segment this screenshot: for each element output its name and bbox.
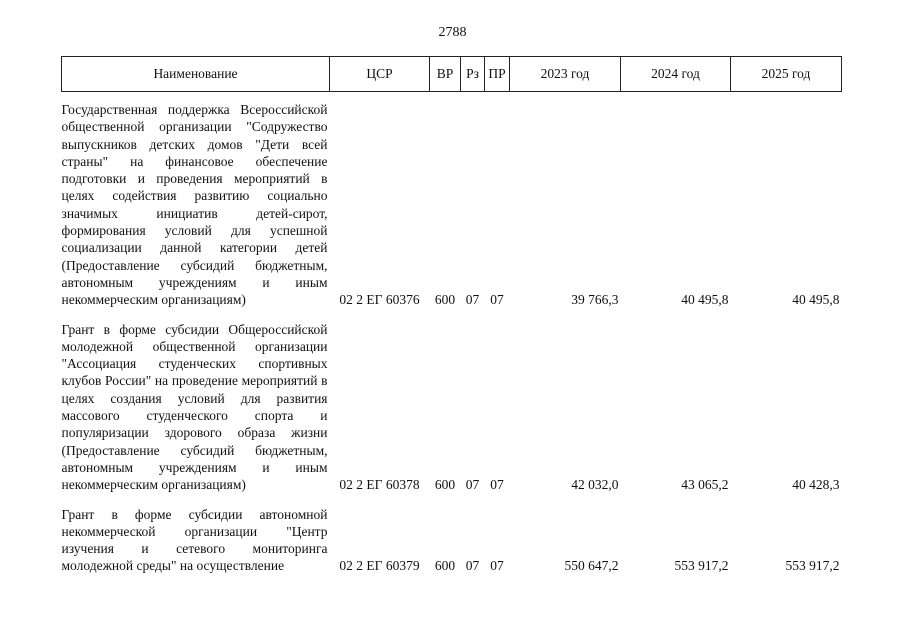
row-csr: 02 2 ЕГ 60376 — [339, 292, 420, 308]
row-2025: 553 917,2 — [785, 558, 840, 574]
row-2024: 553 917,2 — [674, 558, 729, 574]
row-2024: 40 495,8 — [681, 292, 729, 308]
header-2023: 2023 год — [510, 57, 621, 92]
row-vr: 600 — [434, 477, 456, 493]
row-name: Грант в форме субсидии Общероссийской молодежной общественной организации "Ассоциация студенческих спортивных клубов России" на проведение мероприятий в целях создания условий для развития массового студенческого спорта и популяризации здорового образа жизни (Предоставление субсидий бюджетным, автономным учреждениям и иным некоммерческим организациям) — [61, 321, 328, 493]
row-2024: 43 065,2 — [681, 477, 729, 493]
row-rz: 07 — [465, 477, 480, 493]
budget-table — [61, 56, 842, 587]
header-csr: ЦСР — [330, 57, 430, 92]
row-csr: 02 2 ЕГ 60378 — [339, 477, 420, 493]
table-row — [62, 506, 842, 587]
header-vr: ВР — [430, 57, 461, 92]
header-2025: 2025 год — [731, 57, 842, 92]
row-pr: 07 — [490, 292, 504, 308]
table-row — [62, 321, 842, 506]
row-name: Грант в форме субсидии автономной некоммерческой организации "Центр изучения и сетевого мониторинга молодежной среды" на осуществление — [61, 506, 328, 574]
header-name: Наименование — [62, 57, 330, 92]
page-number: 2788 — [438, 25, 467, 40]
row-rz: 07 — [465, 292, 480, 308]
header-pr: ПР — [485, 57, 510, 92]
row-2025: 40 495,8 — [792, 292, 840, 308]
row-vr: 600 — [434, 292, 456, 308]
table-header-row — [62, 57, 842, 92]
row-rz: 07 — [465, 558, 480, 574]
row-2023: 550 647,2 — [564, 558, 619, 574]
header-rz: Рз — [461, 57, 485, 92]
row-pr: 07 — [490, 558, 504, 574]
row-2023: 42 032,0 — [571, 477, 619, 493]
table-row — [62, 92, 842, 321]
header-2024: 2024 год — [621, 57, 731, 92]
row-2025: 40 428,3 — [792, 477, 840, 493]
row-name: Государственная поддержка Всероссийской общественной организации "Содружество выпускников детских домов "Дети всей страны" на финансовое обеспечение подготовки и проведения мероприятий в целях содействия развитию социально значимых инициатив детей-сирот, формирования условий для успешной социализации данной категории детей (Предоставление субсидий бюджетным, автономным учреждениям и иным некоммерческим организациям) — [61, 102, 328, 308]
row-csr: 02 2 ЕГ 60379 — [339, 558, 420, 574]
row-vr: 600 — [434, 558, 456, 574]
row-pr: 07 — [490, 477, 504, 493]
row-2023: 39 766,3 — [571, 292, 619, 308]
